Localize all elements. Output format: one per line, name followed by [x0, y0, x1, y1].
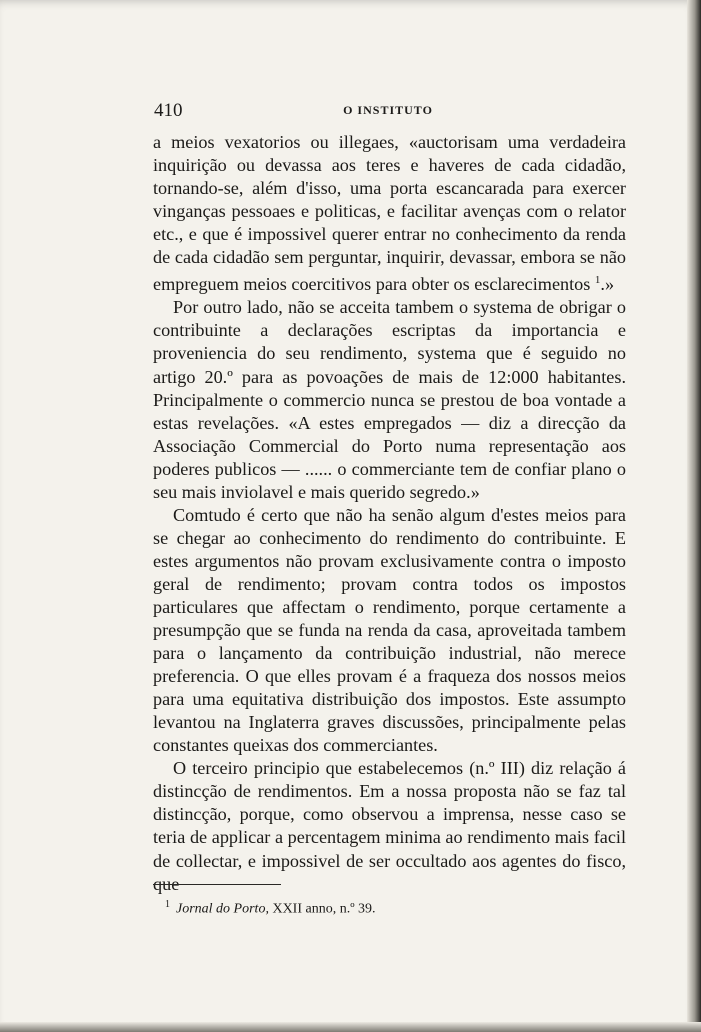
page-number: 410 — [154, 100, 183, 121]
page-bottom-edge — [0, 1022, 701, 1032]
page-edge-shadow — [687, 0, 701, 1032]
paragraph — [153, 757, 626, 895]
paragraph — [153, 504, 626, 758]
footnote-reference: XXII anno, n.º 39. — [268, 901, 376, 917]
page-header — [150, 100, 626, 124]
running-title: O INSTITUTO — [343, 103, 433, 117]
paragraph-text: a meios vexatorios ou illegaes, «auctorisam uma verdadeira inquirição ou devassa aos teres e haveres de cada cidadão, tornando-se, além d'isso, uma porta escancarada para exercer vinganças pessoaes e politicas, e facilitar avenças com o relator etc., e que é impossivel querer entrar no conhecimento da renda de cada cidadão sem perguntar, inquirir, devassar, embora se não empreguem meios coercitivos para obter os esclarecimentos — [153, 132, 626, 295]
paragraph-text: O terceiro principio que estabelecemos (n.º III) diz relação á distincção de rendimentos. Em a nossa proposta não se faz tal distincção, porque, como observou a imprensa, nesse caso se teria de applicar a percentagem minima ao rendimento mais facil de collectar, e impossivel de ser occultado aos agentes do fisco, que — [153, 758, 626, 894]
paragraph-text: Por outro lado, não se acceita tambem o systema de obrigar o contribuinte a declarações escriptas da importancia e proveniencia do seu rendimento, systema que é seguido no artigo 20.º para as povoações de mais de 12:000 habitantes. Principalmente o commercio nunca se prestou de boa vontade a estas revelações. «A estes empregados — diz a direcção da Associação Commercial do Porto numa representação aos poderes publicos — ...... o commerciante tem de confiar plano o seu mais inviolavel e mais querido segredo.» — [153, 297, 626, 502]
body-text — [153, 131, 626, 896]
paragraph-text: Comtudo é certo que não ha senão algum d'estes meios para se chegar ao conhecimento do rendimento do contribuinte. E estes argumentos não provam exclusivamente contra o imposto geral de rendimento; provam contra todos os impostos particulares que affectam o rendimento, porque certamente a presumpção que se funda na renda da casa, aproveitada tambem para o lançamento da contribuição industrial, não merece preferencia. O que elles provam é a fraqueza dos nossos meios para uma equitativa distribuição dos impostos. Este assumpto levantou na Inglaterra graves discussões, principalmente pelas constantes queixas dos commerciantes. — [153, 504, 626, 756]
paragraph — [153, 296, 626, 503]
footnote — [165, 899, 376, 918]
paragraph — [153, 131, 626, 296]
footnote-marker: 1 — [165, 899, 170, 910]
footnote-journal: Jornal do Porto, — [176, 901, 269, 917]
paragraph-text: .» — [600, 274, 615, 295]
footnote-divider — [153, 884, 281, 885]
footnote-ref-marker: 1 — [594, 274, 601, 287]
